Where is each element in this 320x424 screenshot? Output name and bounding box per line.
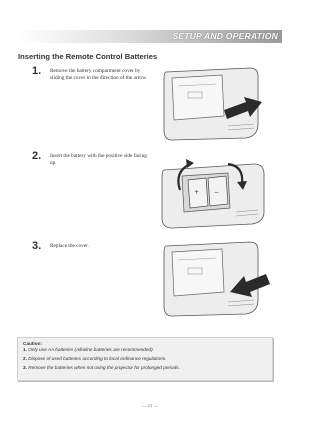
caution-item-1-text: Only use AA batteries (Alkaline batteries are recommended).	[28, 347, 154, 352]
svg-text:+: +	[194, 189, 200, 196]
remote-cover-removal-illustration	[158, 64, 276, 144]
caution-item-2	[23, 356, 267, 361]
caution-item-2-number: 2.	[23, 356, 27, 361]
caution-item-3	[23, 365, 267, 370]
caution-item-3-text: Remove the batteries when not using the projector for prolonged periods.	[28, 365, 180, 370]
caution-item-1-number: 1.	[23, 347, 27, 352]
page-header-title: SETUP AND OPERATION	[172, 31, 278, 41]
caution-item-2-text: Dispose of used batteries according to local ordinance regulations.	[28, 356, 167, 361]
section-title: Inserting the Remote Control Batteries	[18, 52, 158, 61]
step-3-text: Replace the cover.	[50, 243, 89, 249]
caution-title: Caution:	[23, 341, 43, 346]
step-1-text: Remove the battery compartment cover by sliding the cover in the direction of the arrow.	[50, 68, 147, 81]
battery-insertion-illustration	[158, 150, 276, 232]
caution-item-3-number: 3.	[23, 365, 27, 370]
svg-text:−: −	[214, 189, 220, 196]
step-1-number: 1.	[32, 65, 42, 77]
step-2-text: Insert the battery with the positive side facing up.	[50, 153, 147, 166]
page-number: — 11 —	[142, 403, 158, 408]
caution-box	[17, 337, 273, 381]
step-2-number: 2.	[32, 150, 42, 162]
cover-replacement-illustration	[158, 238, 276, 320]
step-3-number: 3.	[32, 240, 42, 252]
caution-item-1	[23, 347, 267, 352]
